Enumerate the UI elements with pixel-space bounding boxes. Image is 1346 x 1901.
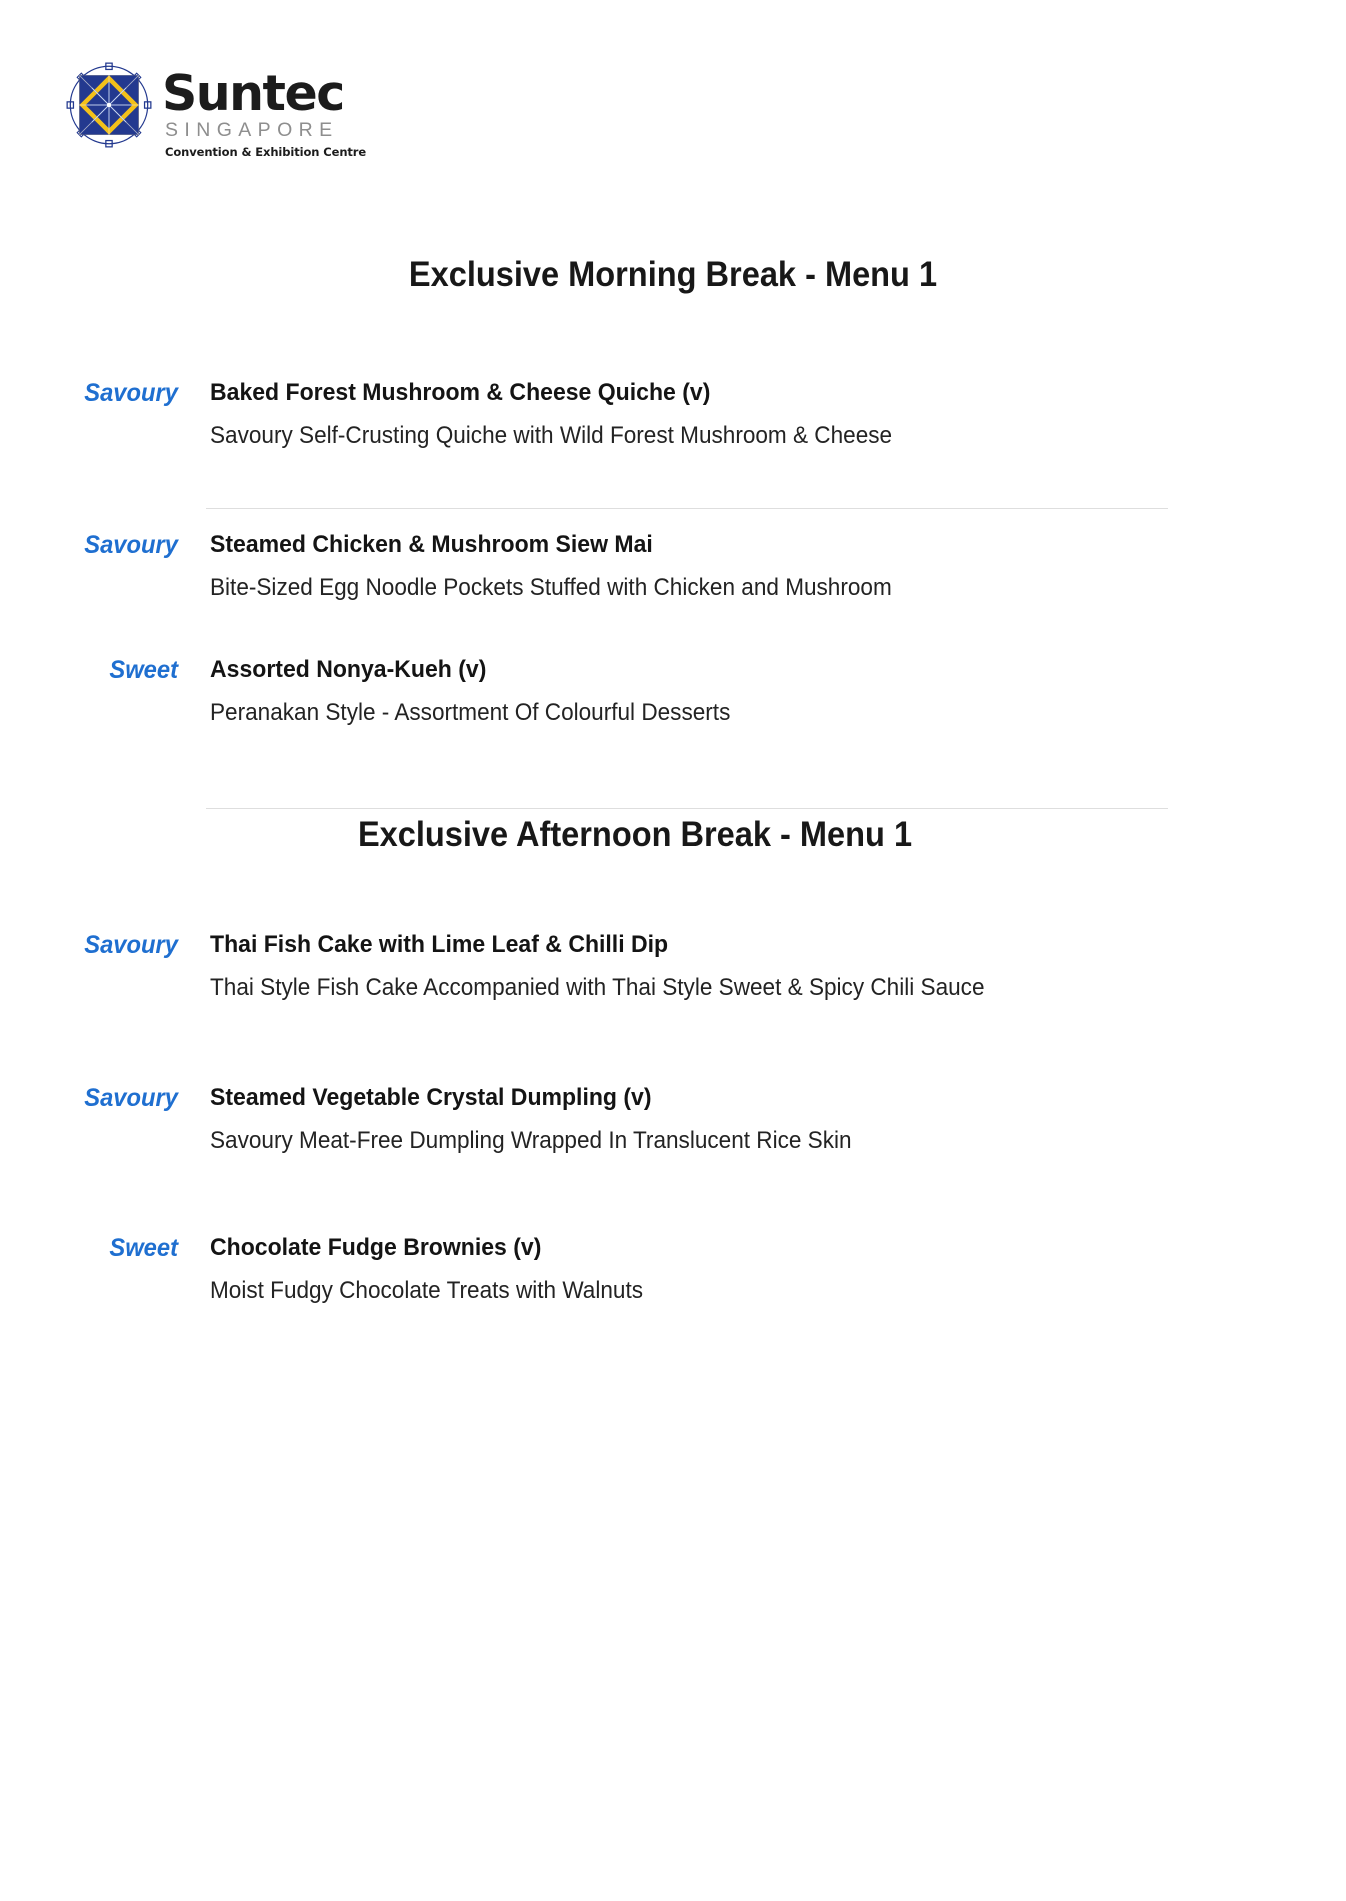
menu-item-description: Thai Style Fish Cake Accompanied with Thai Style Sweet & Spicy Chili Sauce (210, 973, 985, 1001)
menu-item-name: Steamed Chicken & Mushroom Siew Mai (210, 531, 653, 558)
menu-item-description: Bite-Sized Egg Noodle Pockets Stuffed with Chicken and Mushroom (210, 573, 892, 601)
item-divider (206, 508, 1168, 509)
menu-item-body (210, 655, 764, 728)
menu-item-name: Thai Fish Cake with Lime Leaf & Chilli Dip (210, 931, 669, 958)
menu-item-body (210, 930, 1034, 1003)
menu-item (30, 930, 1034, 1003)
menu-item-category: Sweet (109, 656, 178, 684)
section-title-afternoon: Exclusive Afternoon Break - Menu 1 (357, 815, 913, 854)
brand-wordmark (162, 65, 367, 160)
brand-name: Suntec (162, 65, 344, 122)
section-title-morning: Exclusive Morning Break - Menu 1 (408, 255, 938, 294)
menu-item-body (210, 1233, 671, 1306)
section-divider (206, 808, 1168, 809)
menu-item-name: Steamed Vegetable Crystal Dumpling (v) (210, 1084, 652, 1111)
menu-item (30, 530, 935, 603)
menu-item-category: Savoury (84, 931, 178, 959)
menu-item-name: Chocolate Fudge Brownies (v) (210, 1234, 542, 1261)
menu-item-name: Assorted Nonya-Kueh (v) (210, 656, 487, 683)
brand-location: SINGAPORE (165, 119, 339, 142)
brand-logo (64, 58, 366, 159)
menu-item-body (210, 1083, 893, 1156)
suntec-diamond-emblem-icon (64, 60, 154, 150)
menu-item-body (210, 530, 935, 603)
menu-item-category: Sweet (109, 1234, 178, 1262)
menu-item (30, 378, 936, 451)
menu-item-category: Savoury (84, 531, 178, 559)
menu-item-description: Peranakan Style - Assortment Of Colourful Desserts (210, 698, 731, 726)
menu-item-description: Savoury Meat-Free Dumpling Wrapped In Translucent Rice Skin (210, 1126, 852, 1154)
menu-item-category: Savoury (84, 1084, 178, 1112)
menu-item (30, 1083, 893, 1156)
menu-item-body (210, 378, 936, 451)
menu-item-category: Savoury (84, 379, 178, 407)
brand-tagline: Convention & Exhibition Centre (165, 145, 367, 160)
menu-item-name: Baked Forest Mushroom & Cheese Quiche (v) (210, 379, 711, 406)
menu-item-description: Savoury Self-Crusting Quiche with Wild Forest Mushroom & Cheese (210, 421, 893, 449)
menu-item (30, 1233, 671, 1306)
menu-item-description: Moist Fudgy Chocolate Treats with Walnuts (210, 1276, 644, 1304)
menu-item (30, 655, 764, 728)
